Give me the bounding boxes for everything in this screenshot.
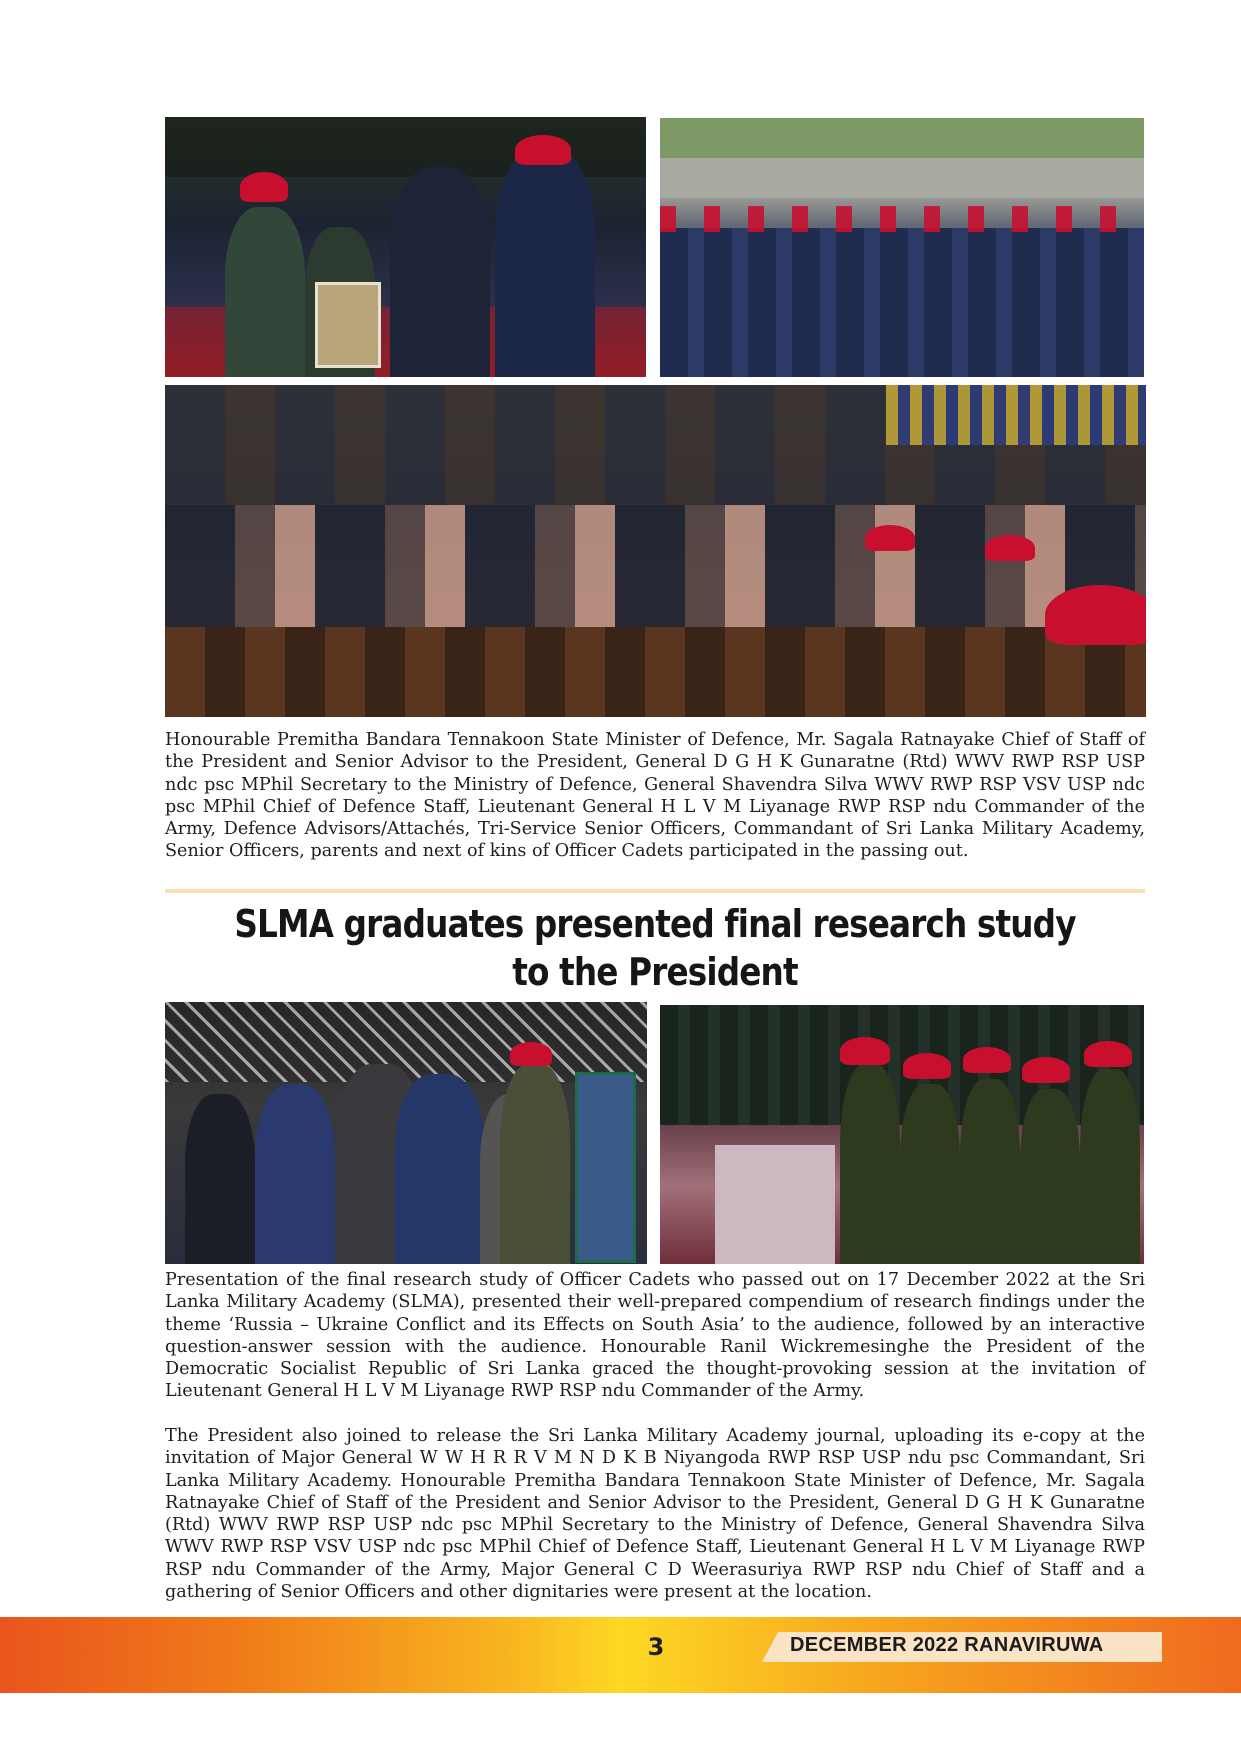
cadets-marching-photo xyxy=(660,118,1144,377)
section-divider xyxy=(165,889,1145,893)
page-number: 3 xyxy=(647,1633,665,1661)
article-headline: SLMA graduates presented final research study to the President xyxy=(234,902,1076,994)
photo-caption-passing-out: Honourable Premitha Bandara Tennakoon State Minister of Defence, Mr. Sagala Ratnayake Chief of Staff of the President and Senior Advisor to the President, General D G H K Gunaratne (Rtd) WWV RWP RSP USP ndc psc MPhil Secretary to the Ministry of Defence, General Shavendra Silva WWV RWP RSP VSV USP ndc psc MPhil Chief of Defence Staff, Lieutenant General H L V M Liyanage RWP RSP ndu Commander of the Army, Defence Advisors/Attachés, Tri-Service Senior Officers, Commandant of Sri Lanka Military Academy, Senior Officers, parents and next of kins of Officer Cadets participated in the passing out. xyxy=(165,730,1145,862)
dignitaries-audience-photo xyxy=(165,385,1146,717)
passing-out-award-photo xyxy=(165,117,646,377)
issue-label: DECEMBER 2022 RANAVIRUWA xyxy=(790,1634,1104,1656)
article-paragraph-1: Presentation of the final research study of Officer Cadets who passed out on 17 December 2022 at the Sri Lanka Military Academy (SLMA), presented their well-prepared compendium of research findings under the theme ‘Russia – Ukraine Conflict and its Effects on South Asia’ to the audience, followed by an interactive question-answer session with the audience. Honourable Ranil Wickremesinghe the President of the Democratic Socialist Republic of Sri Lanka graced the thought-provoking session at the invitation of Lieutenant General H L V M Liyanage RWP RSP ndu Commander of the Army. xyxy=(165,1270,1145,1402)
president-viewing-exhibit-photo xyxy=(165,1002,647,1264)
article-paragraph-2: The President also joined to release the Sri Lanka Military Academy journal, uploading its e-copy at the invitation of Major General W W H R R V M N D K B Niyangoda RWP RSP USP ndu psc Commandant, Sri Lanka Military Academy. Honourable Premitha Bandara Tennakoon State Minister of Defence, Mr. Sagala Ratnayake Chief of Staff of the President and Senior Advisor to the President, General D G H K Gunaratne (Rtd) WWV RWP RSP USP ndc psc MPhil Secretary to the Ministry of Defence, General Shavendra Silva WWV RWP RSP VSV USP ndc psc MPhil Chief of Defence Staff, Lieutenant General H L V M Liyanage RWP RSP ndu Commander of the Army, Major General C D Weerasuriya RWP RSP ndu Chief of Staff and a gathering of Senior Officers and other dignitaries were present at the location. xyxy=(165,1426,1145,1603)
cadets-presentation-podium-photo xyxy=(660,1005,1144,1264)
